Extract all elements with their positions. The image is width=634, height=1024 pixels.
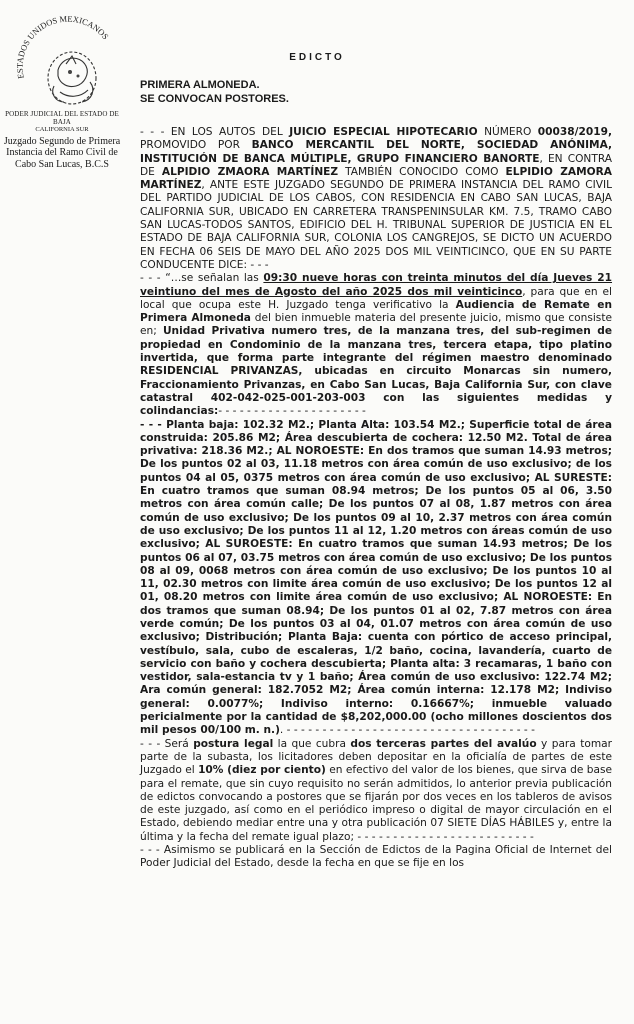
court-name: Juzgado Segundo de Primera Instancia del Ramo Civil de Cabo San Lucas, B.C.S xyxy=(3,135,121,170)
text-run: NÚMERO xyxy=(477,126,538,138)
paragraph-publication xyxy=(140,844,612,871)
text-run: en efectivo del valor de los bienes, que sirva de base para el remate, que sin cuyo requisito no serán admitidos, lo anterior previa publicación de edictos convocando a postores que se fijarán por dos veces en los tableros de avisos de este juzgado, así como en el periódico impreso o digital de mayor circulación en el Estado, debiendo mediar entre una y otra publicación 07 SIETE DÍAS HÁBILES y, entre la última y la fecha del remate igual plazo; - - - - - - - - - - - - - - - - - - - - - - - - - xyxy=(140,764,612,843)
text-run: JUICIO ESPECIAL HIPOTECARIO xyxy=(289,126,478,138)
seal-arc-text: ESTADOS UNIDOS MEXICANOS xyxy=(14,16,111,80)
document-body xyxy=(140,126,612,871)
heading-line2: SE CONVOCAN POSTORES. xyxy=(140,93,289,105)
text-run: Unidad Privativa numero tres, de la manzana tres, del sub-regimen de propiedad en Condominio de la manzana tres, tercera etapa, tipo platino invertida, que forma parte integrante del régimen maestro denominado RESIDENCIAL PRIVANZAS, ubicadas en circuito Monarcas sin numero, Fraccionamiento Privanzas, en Cabo San Lucas, Baja California Sur, con clave catastral 402-042-025-001-203-003 con las siguientes medidas y colindancias: xyxy=(140,325,613,418)
text-run: , ANTE ESTE JUZGADO SEGUNDO DE PRIMERA INSTANCIA DEL RAMO CIVIL DEL PARTIDO JUDICIAL DE LOS CABOS, CON RESIDENCIA EN CABO SAN LUCAS, BAJA CALIFORNIA SUR, UBICADO EN CARRETERA TRANSPENINSULAR KM. 7.5, TRAMO CABO SAN LUCAS-TODOS SANTOS, EDIFICIO DEL H. TRIBUNAL SUPERIOR DE JUSTICIA EN EL ESTADO DE BAJA CALIFORNIA SUR, COLONIA LOS CANGREJOS, SE DICTO UN ACUERDO EN FECHA 06 SEIS DE MAYO DEL AÑO 2025 DOS MIL VEINTICINCO, QUE EN SU PARTE CONDUCENTE DICE: - - - xyxy=(140,179,612,271)
text-run: , EN CONTRA DE xyxy=(140,152,613,178)
document-heading xyxy=(140,78,289,106)
text-run: - - - Planta baja: 102.32 M2.; Planta Alta: 103.54 M2.; Superficie total de área construida: 205.86 M2; Área descubierta de cochera: 12.50 M2. Total de área privativa: 218.36 M2.; AL NOROESTE: En dos tramos que suman 14.93 metros; De los puntos 02 al 03, 11.18 metros con área común de uso exclusivo; de los puntos 04 al 05, 0375 metros con área común de uso exclusivo; AL SURESTE: En cuatro tramos que suman 08.94 metros; De los puntos 05 al 06, 3.50 metros con área común calle; De los puntos 07 al 08, 1.87 metros con área común de uso exclusivo; De los puntos 09 al 10, 2.37 metros con área común de uso exclusivo; De los puntos 11 al 12, 1.20 metros con áreas común de uso exclusivo; AL SUROESTE: En cuatro tramos que suman 14.93 metros; De los puntos 06 al 07, 03.75 metros con área común de uso exclusivo; De los puntos 08 al 09, 0068 metros con área común de uso exclusivo; De los puntos 10 al 11, 02.30 metros con limite área común de uso exclusivo; De los puntos 12 al 01, 08.20 metros con limite área común de uso exclusivo; AL NOROESTE: En dos tramos que suman 08.94; De los puntos 01 al 02, 7.87 metros con área verde común; De los puntos 03 al 04, 01.07 metros con área común de uso exclusivo; Distribución; Planta Baja: cuenta con pórtico de acceso principal, vestíbulo, sala, cubo de escaleras, 1/2 baño, cocina, lavandería, cuarto de servicio con baño y cochera descubierta; Planta alta: 3 recamaras, 1 baño con vestidor, sala-estancia tv y 1 baño; Área común de uso exclusivo: 122.74 M2; Ara común general: 182.7052 M2; Área común interna: 12.178 M2; Indiviso general: 0.0077%; Indiviso interno: 0.16667%; inmueble valuado pericialmente por la cantidad de $8,202,000.00 (ocho millones doscientos dos mil pesos 00/100 m. n.) xyxy=(140,418,612,737)
paragraph-auction-date xyxy=(140,272,612,418)
text-run: Audiencia de Remate en Primera Almoneda xyxy=(140,298,612,325)
document-title: EDICTO xyxy=(289,52,345,63)
text-run: dos terceras partes del avalúo xyxy=(350,737,537,750)
paragraph-property-measures xyxy=(140,419,612,738)
court-authority-line2: CALIFORNIA SUR xyxy=(35,126,89,134)
text-run: ALPIDIO ZMAORA MARTÍNEZ xyxy=(161,165,339,178)
eagle-seal-icon xyxy=(10,16,122,116)
text-run: y para tomar parte de la subasta, los licitadores deben depositar en la oficialía de partes de este Juzgado el xyxy=(140,737,612,777)
paragraph-legal-bid xyxy=(140,738,612,844)
heading-line1: PRIMERA ALMONEDA. xyxy=(140,79,260,91)
text-run: del bien inmueble materia del presente juicio, mismo que consiste en; xyxy=(140,312,612,338)
text-run: - - - - - - - - - - - - - - - - - - - - - xyxy=(218,405,366,418)
text-run: - - - Asimismo se publicará en la Sección de Edictos de la Pagina Oficial de Internet del Poder Judicial del Estado, desde la fecha en que se fije en los xyxy=(140,844,612,870)
coat-of-arms-seal xyxy=(10,16,122,116)
text-run: - - - “…se señalan las xyxy=(140,272,264,285)
court-authority-line1: PODER JUDICIAL DEL ESTADO DE BAJA xyxy=(5,110,119,127)
text-run: . - - - - - - - - - - - - - - - - - - - - - - - - - - - - - - - - - - - xyxy=(279,724,535,737)
text-run: 09:30 nueve horas con treinta minutos del día Jueves 21 veintiuno del mes de Agosto del año 2025 dos mil veinticinco xyxy=(140,272,613,298)
text-run: TAMBIÉN CONOCIDO COMO xyxy=(338,165,506,178)
text-run: la que cubra xyxy=(273,737,351,750)
court-identification xyxy=(0,110,124,170)
text-run: 10% (diez por ciento) xyxy=(198,764,326,777)
text-run: 00038/2019, xyxy=(537,126,612,138)
paragraph-case-intro xyxy=(140,126,612,272)
text-run: ELPIDIO ZAMORA MARTÍNEZ xyxy=(140,165,613,192)
text-run: postura legal xyxy=(193,737,274,750)
text-run: BANCO MERCANTIL DEL NORTE, SOCIEDAD ANÓNIMA, INSTITUCIÓN DE BANCA MÚLTIPLE, GRUPO FINANCIERO BANORTE xyxy=(140,139,612,165)
text-run: - - - EN LOS AUTOS DEL xyxy=(140,126,290,138)
text-run: PROMOVIDO POR xyxy=(140,139,252,152)
text-run: - - - Será xyxy=(140,737,194,750)
text-run: , para que en el local que ocupa este H. Juzgado tenga verificativo la xyxy=(140,285,612,311)
